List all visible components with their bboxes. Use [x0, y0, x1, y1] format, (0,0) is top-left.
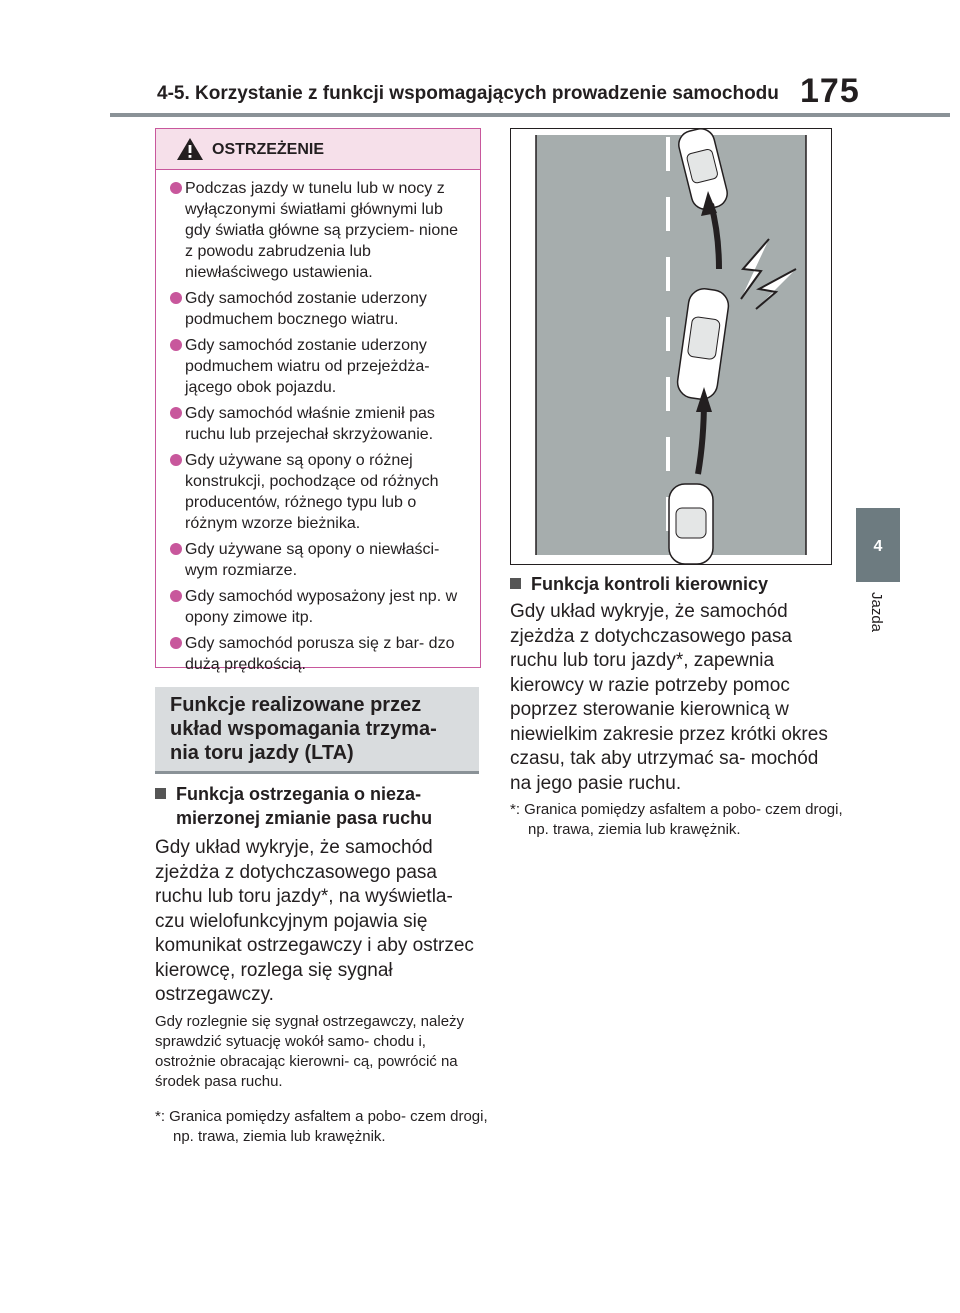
warning-title: OSTRZEŻENIE [212, 141, 325, 158]
square-bullet-icon [510, 578, 521, 589]
subsection-heading-lane-departure: Funkcja ostrzegania o nieza- mierzonej zmianie pasa ruchu [155, 782, 480, 830]
warning-item: Gdy samochód porusza się z bar- dzo dużą prędkością. [170, 633, 470, 675]
bullet-icon [170, 292, 182, 304]
lane-departure-footnote: *: Granica pomiędzy asfaltem a pobo- czem drogi, np. trawa, ziemia lub krawężnik. [155, 1108, 488, 1145]
bullet-icon [170, 637, 182, 649]
page-number: 175 [800, 72, 860, 110]
chapter-label: Jazda [868, 592, 885, 633]
bullet-icon [170, 543, 182, 555]
warning-header [156, 129, 480, 170]
warning-item: Gdy samochód właśnie zmienił pas ruchu lub przejechał skrzyżowanie. [170, 403, 470, 445]
bullet-icon [170, 182, 182, 194]
warning-item: Gdy używane są opony o różnej konstrukcji, pochodzące od różnych producentów, różnego typu lub o różnym wzorze bieżnika. [170, 450, 470, 534]
bullet-icon [170, 407, 182, 419]
lane-departure-advice: Gdy rozlegnie się sygnał ostrzegawczy, należy sprawdzić sytuację wokół samo- chodu i, ostrożnie obracając kierowni- cą, powrócić na środek pasa ruchu. [155, 1013, 465, 1090]
warning-item: Gdy samochód zostanie uderzony podmuchem wiatru od przejeżdża- jącego obok pojazdu. [170, 335, 470, 398]
warning-item: Gdy samochód wyposażony jest np. w opony zimowe itp. [170, 586, 470, 628]
header-rule [110, 113, 950, 117]
warning-list [156, 170, 480, 675]
chapter-tab[interactable] [856, 508, 900, 582]
warning-item: Gdy samochód zostanie uderzony podmuchem bocznego wiatru. [170, 288, 470, 330]
steering-footnote: *: Granica pomiędzy asfaltem a pobo- czem drogi, np. trawa, ziemia lub krawężnik. [510, 801, 843, 838]
lane-departure-body: Gdy układ wykryje, że samochód zjeżdża z dotychczasowego pasa ruchu lub toru jazdy*, na wyświetla- czu wielofunkcyjnym pojawia się komunikat ostrzegawczy i aby ostrzec kierowcę, rozlega się sygnał ostrzegawczy. [155, 837, 474, 1005]
section-heading [155, 687, 479, 774]
section-title: Funkcje realizowane przez układ wspomagania trzyma- nia toru jazdy (LTA) [170, 694, 437, 764]
warning-triangle-icon [176, 137, 204, 161]
warning-item: Podczas jazdy w tunelu lub w nocy z wyłączonymi światłami głównymi lub gdy światła główne są przyciem- nione z powodu zabrudzenia lub niewłaściwego ustawienia. [170, 178, 470, 283]
square-bullet-icon [155, 788, 166, 799]
subsection-heading-steering: Funkcja kontroli kierownicy [510, 572, 830, 596]
bullet-icon [170, 339, 182, 351]
bullet-icon [170, 454, 182, 466]
warning-box [155, 128, 481, 673]
header-title: 4-5. Korzystanie z funkcji wspomagających prowadzenie samochodu [157, 83, 779, 104]
steering-body: Gdy układ wykryje, że samochód zjeżdża z dotychczasowego pasa ruchu lub toru jazdy*, zapewnia kierowcy w razie potrzeby pomoc poprzez sterowanie kierownicą w niewielkim zakresie przez krótki okres czasu, tak aby utrzymać sa- mochód na jego pasie ruchu. [510, 601, 828, 794]
chapter-tab-number: 4 [873, 538, 883, 555]
bullet-icon [170, 590, 182, 602]
lane-diagram [510, 128, 832, 565]
warning-item: Gdy używane są opony o niewłaści- wym rozmiarze. [170, 539, 470, 581]
